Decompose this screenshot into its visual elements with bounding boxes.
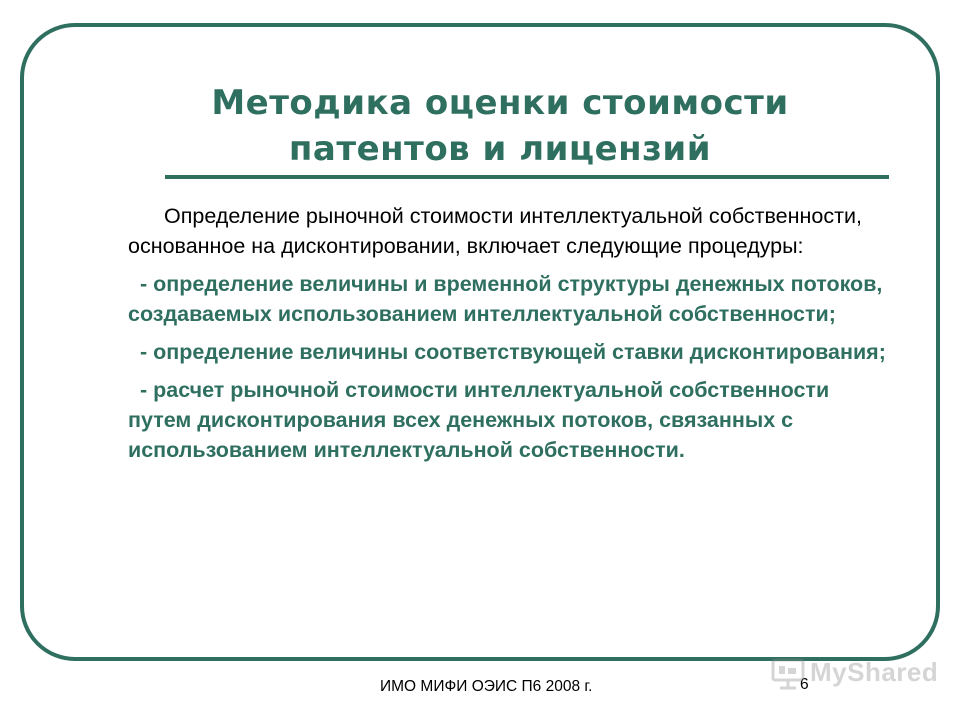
procedure-step-1: - определение величины и временной структуры денежных потоков, создаваемых использованием интеллектуальной собственности;	[128, 272, 883, 326]
presentation-board-icon	[770, 656, 806, 690]
procedure-step-2: - определение величины соответствующей ставки дисконтирования;	[140, 340, 886, 364]
slide-title	[120, 80, 880, 172]
slide-title-line-1: Методика оценки стоимости	[211, 83, 789, 123]
footer-text: ИМО МИФИ ОЭИС П6 2008 г.	[380, 678, 593, 695]
procedure-step-3: - расчет рыночной стоимости интеллектуальной собственности путем дисконтирования всех денежных потоков, связанных с использованием интеллектуальной собственности.	[128, 378, 830, 462]
page-number: 6	[800, 676, 809, 693]
slide-body	[128, 201, 888, 465]
title-underline	[165, 175, 889, 179]
intro-paragraph: Определение рыночной стоимости интеллектуальной собственности, основанное на дисконтировании, включает следующие процедуры:	[128, 204, 862, 258]
watermark-logo	[770, 656, 939, 690]
slide-title-line-2: патентов и лицензий	[288, 129, 712, 169]
watermark-text: MyShared	[810, 657, 939, 687]
